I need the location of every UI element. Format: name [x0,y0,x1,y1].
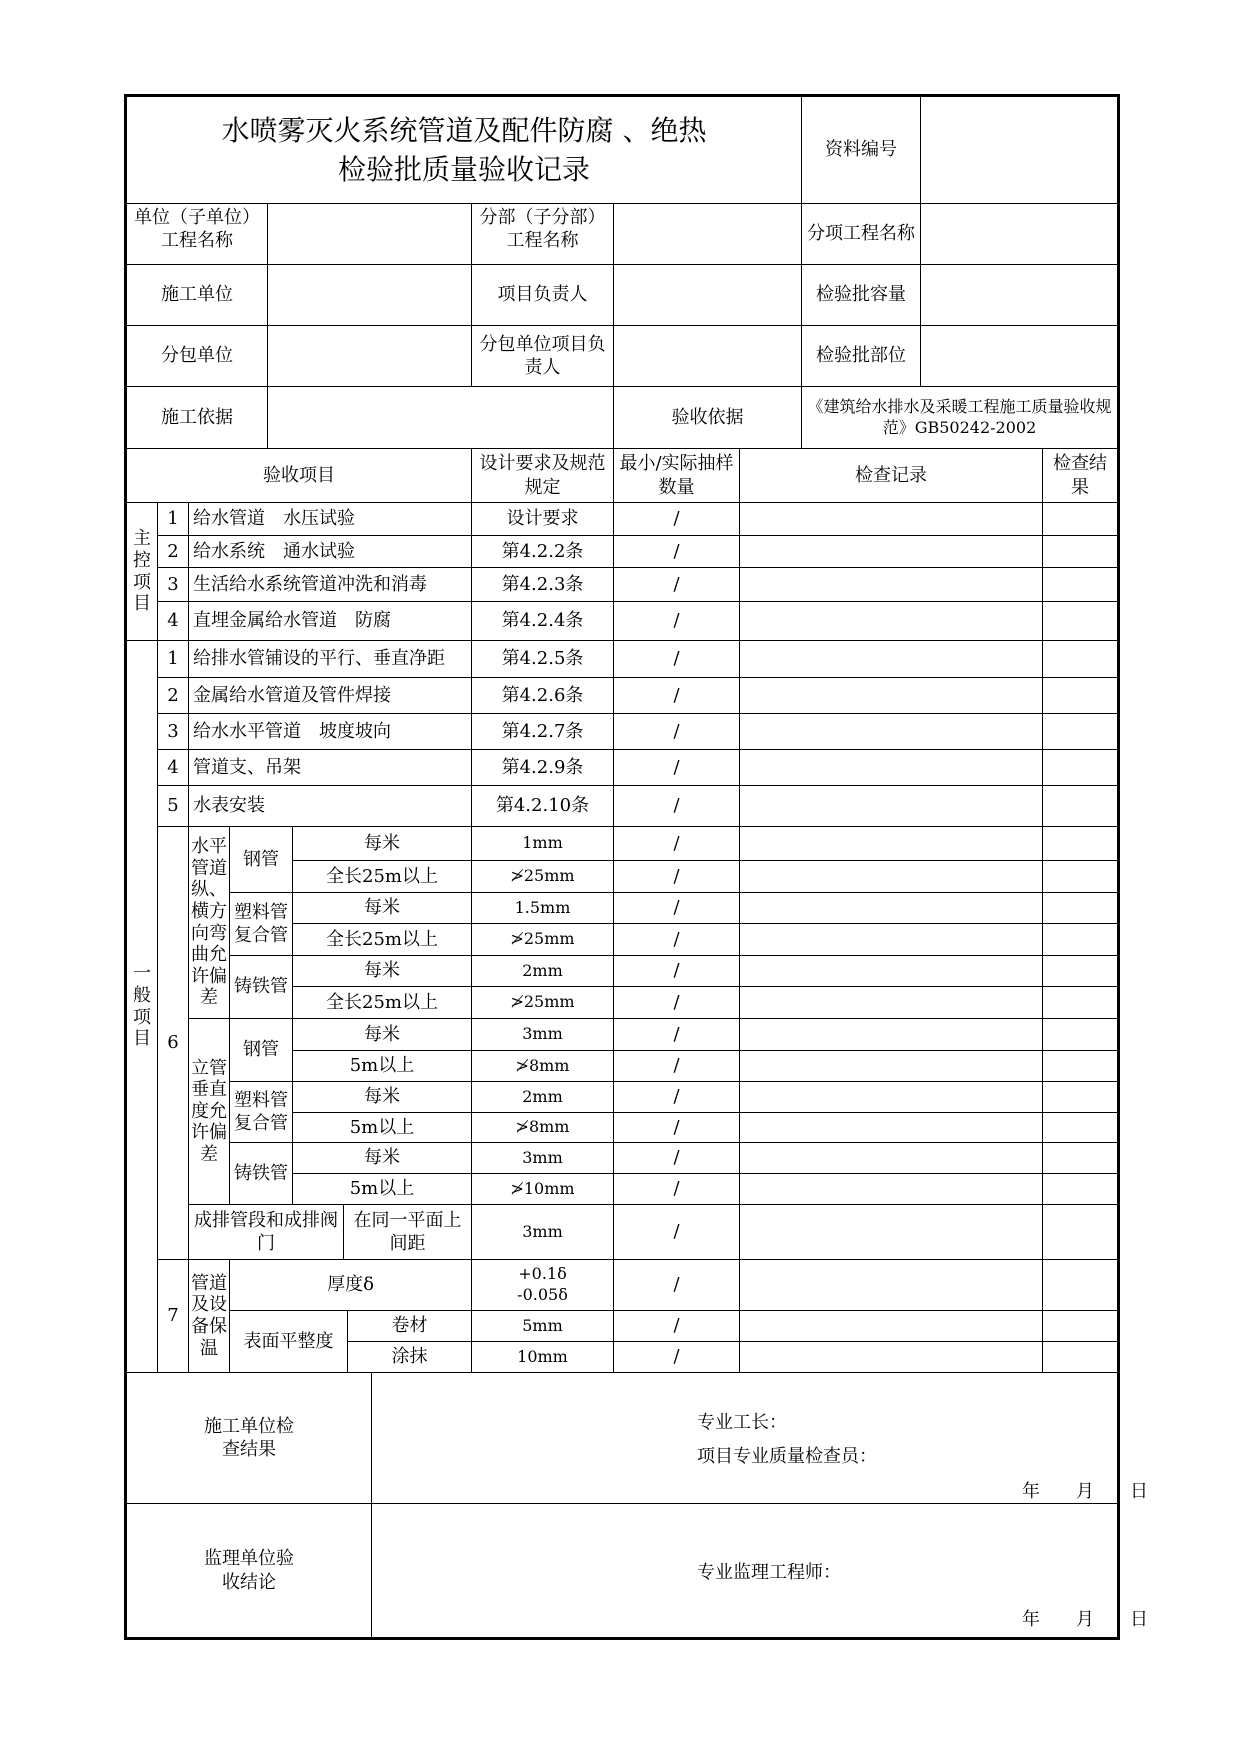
horizontal-sample[interactable]: / [614,893,740,924]
vertical-record[interactable] [740,1113,1043,1143]
main-group-label: 主控项目 [127,503,158,641]
acceptance-basis-label: 验收依据 [614,387,802,449]
general-item-record[interactable] [740,641,1043,678]
inspector-label: 项目专业质量检查员： [697,1446,877,1467]
roll-sample[interactable]: / [614,1311,740,1342]
main-item-sample[interactable]: / [614,536,740,568]
vertical-spec: ≯8mm [472,1051,614,1082]
horizontal-record[interactable] [740,987,1043,1019]
horizontal-steel-pipe-label: 钢管 [230,827,293,893]
main-item-result[interactable] [1043,568,1117,602]
supervisor-date: 年 月 日 [1022,1609,1148,1630]
horizontal-spec: ≯25mm [472,924,614,956]
general-item-no: 3 [158,714,189,750]
general-item-no: 4 [158,750,189,786]
main-item-sample[interactable]: / [614,503,740,536]
horizontal-result[interactable] [1043,827,1117,861]
supervisor-engineer-label: 专业监理工程师： [697,1562,841,1583]
main-item-spec: 第4.2.2条 [472,536,614,568]
main-item-name: 直埋金属给水管道 防腐 [189,602,472,641]
horizontal-result[interactable] [1043,924,1117,956]
horizontal-result[interactable] [1043,893,1117,924]
subitem-name-label: 分项工程名称 [802,204,921,265]
horizontal-condition: 全长25m以上 [293,861,472,893]
contractor-check-area[interactable] [372,1373,1117,1504]
vertical-result[interactable] [1043,1113,1117,1143]
main-item-name: 生活给水系统管道冲洗和消毒 [189,568,472,602]
main-item-spec: 第4.2.4条 [472,602,614,641]
contractor-date: 年 月 日 [1022,1481,1148,1502]
valve-sample[interactable]: / [614,1205,740,1260]
unit-name-label: 单位（子单位）工程名称 [127,204,268,265]
vertical-result[interactable] [1043,1051,1117,1082]
horizontal-spec: 1.5mm [472,893,614,924]
general-item-name: 金属给水管道及管件焊接 [189,678,472,714]
thickness-result[interactable] [1043,1260,1117,1311]
vertical-record[interactable] [740,1174,1043,1205]
main-item-record[interactable] [740,568,1043,602]
sub-manager-label: 分包单位项目负责人 [472,326,614,387]
subitem-name-field[interactable] [921,204,1117,265]
general-item-no: 1 [158,641,189,678]
general-item-name: 给水水平管道 坡度坡向 [189,714,472,750]
valve-spec: 3mm [472,1205,614,1260]
horizontal-condition: 每米 [293,827,472,861]
doc-no-field[interactable] [921,97,1117,204]
general-item-spec: 第4.2.5条 [472,641,614,678]
unit-name-field[interactable] [268,204,472,265]
general-item-name: 给排水管铺设的平行、垂直净距 [189,641,472,678]
roll-record[interactable] [740,1311,1043,1342]
col-record: 检查记录 [740,449,1043,503]
main-item-sample[interactable]: / [614,602,740,641]
general-item-name: 水表安装 [189,786,472,827]
horizontal-sample[interactable]: / [614,827,740,861]
roll-spec: 5mm [472,1311,614,1342]
main-item-spec: 第4.2.3条 [472,568,614,602]
vertical-spec: 2mm [472,1082,614,1113]
batch-location-field[interactable] [921,326,1117,387]
horizontal-result[interactable] [1043,861,1117,893]
thickness-spec-minus: -0.05δ [517,1285,568,1304]
general-item-sample[interactable]: / [614,678,740,714]
general-item-record[interactable] [740,678,1043,714]
valve-record[interactable] [740,1205,1043,1260]
main-item-name: 给水系统 通水试验 [189,536,472,568]
contractor-field[interactable] [268,265,472,326]
paint-spec: 10mm [472,1342,614,1373]
vertical-sample[interactable]: / [614,1174,740,1205]
general-item-result[interactable] [1043,750,1117,786]
paint-label: 涂抹 [348,1342,472,1373]
main-item-no: 4 [158,602,189,641]
general-item-result[interactable] [1043,678,1117,714]
general-item-no: 5 [158,786,189,827]
general-item-spec: 第4.2.10条 [472,786,614,827]
col-design: 设计要求及规范规定 [472,449,614,503]
paint-record[interactable] [740,1342,1043,1373]
item-7-no: 7 [158,1260,189,1373]
horizontal-condition: 全长25m以上 [293,987,472,1019]
contractor-label: 施工单位 [127,265,268,326]
vertical-sample[interactable]: / [614,1143,740,1174]
form-title [127,97,802,204]
col-item: 验收项目 [127,449,472,503]
roll-result[interactable] [1043,1311,1117,1342]
vertical-sample[interactable]: / [614,1019,740,1051]
basis-label: 施工依据 [127,387,268,449]
horizontal-spec: ≯25mm [472,861,614,893]
vertical-deviation-label: 立管垂直度允许偏差 [189,1019,230,1205]
general-group-label: 一般项目 [127,641,158,1373]
horizontal-sample[interactable]: / [614,956,740,987]
general-item-record[interactable] [740,714,1043,750]
paint-result[interactable] [1043,1342,1117,1373]
general-item-record[interactable] [740,786,1043,827]
vertical-result[interactable] [1043,1143,1117,1174]
division-name-field[interactable] [614,204,802,265]
main-item-record[interactable] [740,503,1043,536]
general-item-record[interactable] [740,750,1043,786]
horizontal-plastic-pipe-label: 塑料管复合管 [230,893,293,956]
item-6-no: 6 [158,827,189,1260]
horizontal-record[interactable] [740,924,1043,956]
general-item-result[interactable] [1043,714,1117,750]
main-item-name: 给水管道 水压试验 [189,503,472,536]
batch-capacity-field[interactable] [921,265,1117,326]
horizontal-record[interactable] [740,956,1043,987]
basis-field[interactable] [268,387,614,449]
insulation-label: 管道及设备保温 [189,1260,230,1373]
main-item-record[interactable] [740,602,1043,641]
subcontractor-field[interactable] [268,326,472,387]
vertical-result[interactable] [1043,1019,1117,1051]
horizontal-deviation-label: 水平管道纵、横方向弯曲允许偏差 [189,827,230,1019]
vertical-condition: 5m以上 [293,1113,472,1143]
batch-capacity-label: 检验批容量 [802,265,921,326]
horizontal-record[interactable] [740,861,1043,893]
main-item-record[interactable] [740,536,1043,568]
foreman-label: 专业工长： [697,1412,787,1433]
supervisor-label: 监理单位验收结论 [127,1504,372,1637]
vertical-spec: 3mm [472,1143,614,1174]
title-line-2: 检验批质量验收记录 [337,153,590,186]
general-item-result[interactable] [1043,641,1117,678]
general-item-no: 2 [158,678,189,714]
vertical-sample[interactable]: / [614,1113,740,1143]
general-item-spec: 第4.2.7条 [472,714,614,750]
paint-sample[interactable]: / [614,1342,740,1373]
horizontal-spec: 1mm [472,827,614,861]
main-item-result[interactable] [1043,536,1117,568]
main-item-spec: 设计要求 [472,503,614,536]
horizontal-condition: 每米 [293,956,472,987]
vertical-spec: ≯10mm [472,1174,614,1205]
thickness-sample[interactable]: / [614,1260,740,1311]
vertical-condition: 每米 [293,1082,472,1113]
horizontal-sample[interactable]: / [614,861,740,893]
vertical-record[interactable] [740,1019,1043,1051]
vertical-condition: 每米 [293,1019,472,1051]
main-item-sample[interactable]: / [614,568,740,602]
valve-label: 成排管段和成排阀门 [189,1205,344,1260]
vertical-record[interactable] [740,1143,1043,1174]
vertical-result[interactable] [1043,1174,1117,1205]
thickness-spec [472,1260,614,1311]
valve-result[interactable] [1043,1205,1117,1260]
horizontal-result[interactable] [1043,956,1117,987]
doc-no-label: 资料编号 [802,97,921,204]
horizontal-condition: 全长25m以上 [293,924,472,956]
general-item-sample[interactable]: / [614,641,740,678]
vertical-condition: 5m以上 [293,1174,472,1205]
main-item-result[interactable] [1043,602,1117,641]
horizontal-sample[interactable]: / [614,987,740,1019]
batch-location-label: 检验批部位 [802,326,921,387]
horizontal-record[interactable] [740,893,1043,924]
horizontal-sample[interactable]: / [614,924,740,956]
vertical-steel-pipe-label: 钢管 [230,1019,293,1082]
vertical-cast-iron-pipe-label: 铸铁管 [230,1143,293,1205]
roll-label: 卷材 [348,1311,472,1342]
thickness-spec-plus: +0.1δ [518,1264,567,1284]
vertical-condition: 5m以上 [293,1051,472,1082]
general-item-sample[interactable]: / [614,786,740,827]
acceptance-basis-value: 《建筑给水排水及采暖工程施工质量验收规范》GB50242-2002 [802,387,1117,449]
main-item-result[interactable] [1043,503,1117,536]
vertical-plastic-pipe-label: 塑料管复合管 [230,1082,293,1143]
vertical-spec: 3mm [472,1019,614,1051]
horizontal-cast-iron-pipe-label: 铸铁管 [230,956,293,1019]
thickness-record[interactable] [740,1260,1043,1311]
project-manager-label: 项目负责人 [472,265,614,326]
valve-condition: 在同一平面上间距 [344,1205,472,1260]
general-item-name: 管道支、吊架 [189,750,472,786]
general-item-sample[interactable]: / [614,750,740,786]
vertical-record[interactable] [740,1082,1043,1113]
horizontal-condition: 每米 [293,893,472,924]
horizontal-result[interactable] [1043,987,1117,1019]
col-result: 检查结果 [1043,449,1117,503]
general-item-sample[interactable]: / [614,714,740,750]
horizontal-spec: 2mm [472,956,614,987]
main-item-no: 1 [158,503,189,536]
col-sample: 最小/实际抽样数量 [614,449,740,503]
sub-manager-field[interactable] [614,326,802,387]
vertical-condition: 每米 [293,1143,472,1174]
horizontal-record[interactable] [740,827,1043,861]
vertical-sample[interactable]: / [614,1051,740,1082]
general-item-spec: 第4.2.9条 [472,750,614,786]
flatness-label: 表面平整度 [230,1311,348,1373]
general-item-result[interactable] [1043,786,1117,827]
general-item-spec: 第4.2.6条 [472,678,614,714]
contractor-check-label: 施工单位检查结果 [127,1373,372,1504]
division-name-label: 分部（子分部）工程名称 [472,204,614,265]
thickness-label: 厚度δ [230,1260,472,1311]
project-manager-field[interactable] [614,265,802,326]
vertical-sample[interactable]: / [614,1082,740,1113]
main-item-no: 2 [158,536,189,568]
vertical-result[interactable] [1043,1082,1117,1113]
inspection-record-form [124,94,1148,1640]
vertical-record[interactable] [740,1051,1043,1082]
subcontractor-label: 分包单位 [127,326,268,387]
title-line-1: 水喷雾灭火系统管道及配件防腐 、绝热 [221,113,707,147]
horizontal-spec: ≯25mm [472,987,614,1019]
main-item-no: 3 [158,568,189,602]
vertical-spec: ≯8mm [472,1113,614,1143]
